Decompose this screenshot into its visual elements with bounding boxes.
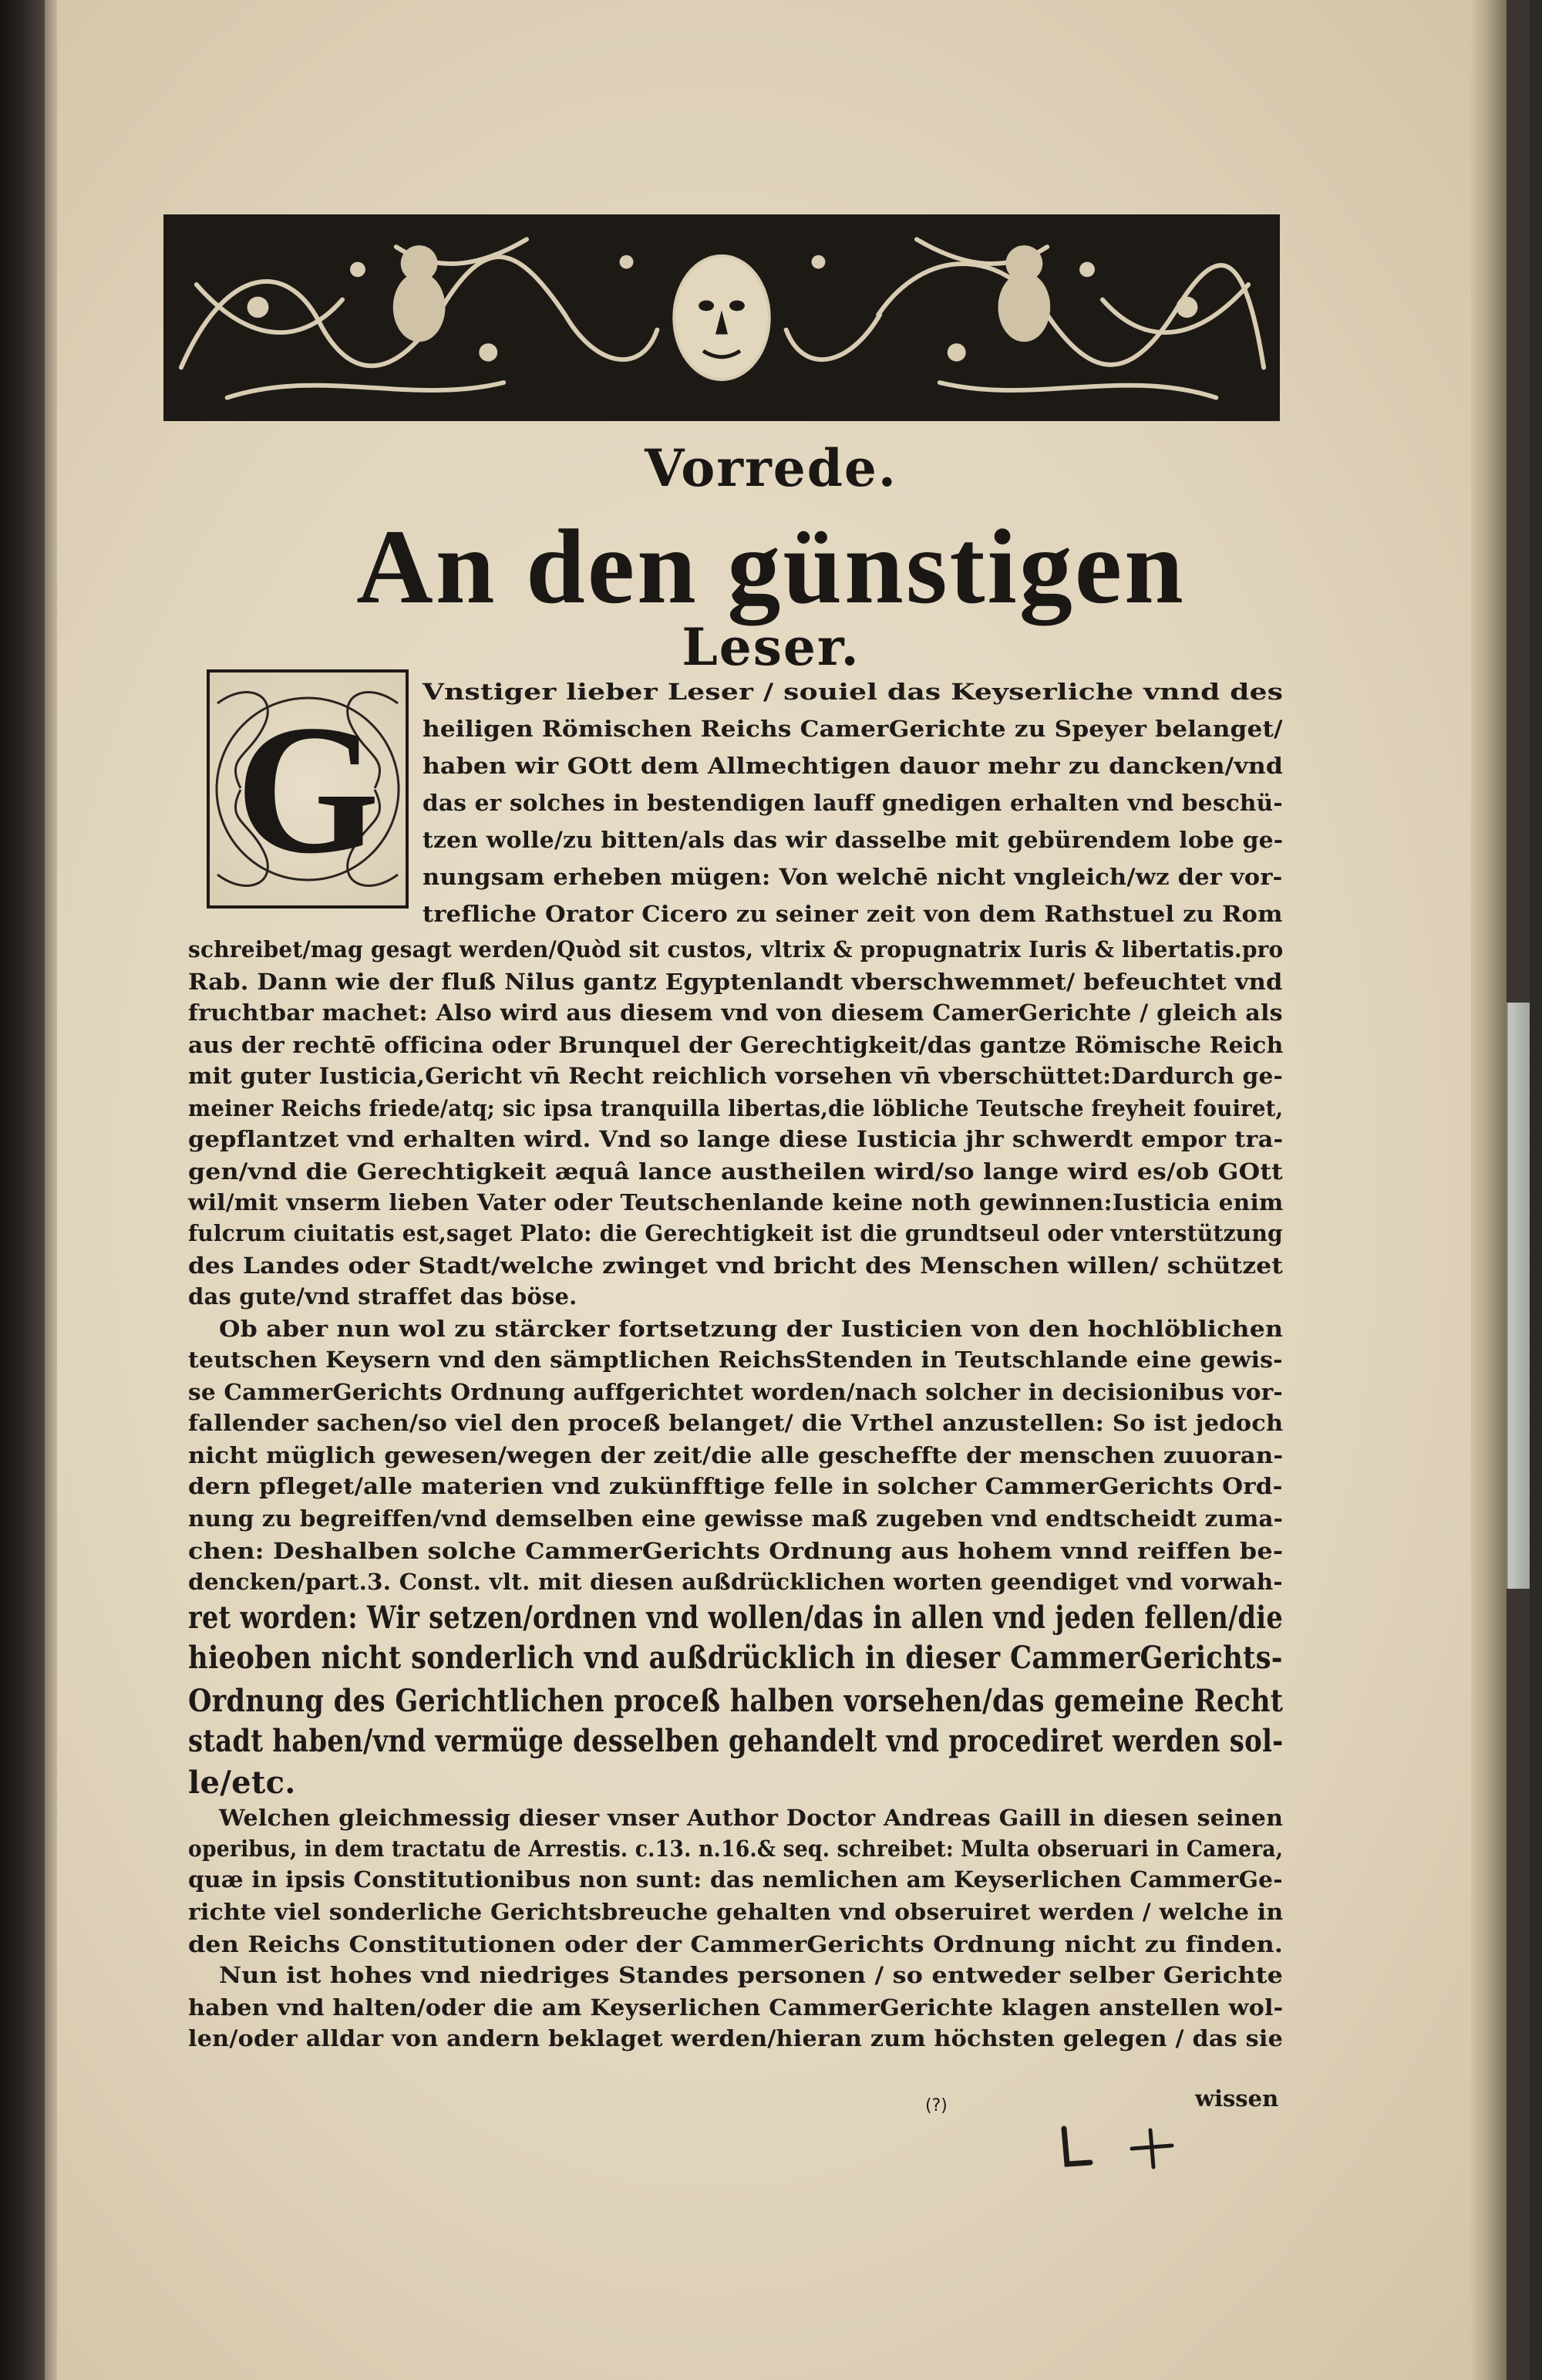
page-tab-marker [1507,1003,1531,1589]
ornament-graphic [166,217,1278,419]
text-line: gepflantzet vnd erhalten wird. Vnd so lange diese Iusticia jhr schwerdt empor tra- [188,1126,1284,1152]
text-line: fallender sachen/so viel den proceß belanget/ die Vrthel anzustellen: So ist jedoch [188,1410,1284,1436]
text-line: stadt haben/vnd vermüge desselben gehandelt vnd procediret werden sol- [188,1723,1284,1759]
initial-letter: G [235,686,380,892]
text-line: aus der rechtē officina oder Brunquel der Gerechtigkeit/das gantze Römische Reich [188,1032,1284,1058]
decorated-initial [207,669,409,909]
text-line: gen/vnd die Gerechtigkeit æquâ lance austheilen wird/so lange wird es/ob GOtt [188,1158,1283,1185]
text-line: schreibet/mag gesagt werden/Quòd sit custos, vltrix & propugnatrix Iuris & libertatis.pro [188,936,1284,962]
text-line: Nun ist hohes vnd niedriges Standes personen / so entweder selber Gerichte [219,1962,1284,1988]
text-line: Vnstiger lieber Leser / souiel das Keyserliche vnnd des [423,679,1284,705]
text-line: dencken/part.3. Const. vlt. mit diesen außdrücklichen worten geendiget vnd vorwah- [188,1569,1283,1595]
text-line: le/etc. [188,1765,296,1801]
text-line: se CammerGerichts Ordnung auffgerichtet worden/nach solcher in decisionibus vor- [188,1379,1283,1405]
page-fore-edge [1471,0,1507,2380]
text-line: des Landes oder Stadt/welche zwinget vnd bricht des Menschen willen/ schützet [188,1252,1284,1279]
text-line: wil/mit vnserm lieben Vater oder Teutschenlande keine noth gewinnen:Iusticia enim [188,1189,1284,1215]
text-line: den Reichs Constitutionen oder der CammerGerichts Ordnung nicht zu finden. [188,1931,1284,1957]
text-line: Ob aber nun wol zu stärcker fortsetzung der Iusticien von den hochlöblichen [219,1316,1284,1342]
text-line: len/oder alldar von andern beklaget werden/hieran zum höchsten gelegen / das sie [188,2025,1284,2051]
text-line: trefliche Orator Cicero zu seiner zeit von dem Rathstuel zu Rom [423,901,1283,927]
text-line: fulcrum ciuitatis est,saget Plato: die Gerechtigkeit ist die grundtseul oder vnterstützung [188,1220,1283,1246]
text-line: chen: Deshalben solche CammerGerichts Ordnung aus hohem vnnd reiffen be- [188,1538,1284,1564]
text-line: tzen wolle/zu bitten/als das wir dasselbe mit gebürendem lobe ge- [423,827,1284,853]
background-strip [1530,0,1542,2380]
text-line: operibus, in dem tractatu de Arrestis. c.13. n.16.& seq. schreibet: Multa obseruari in Camera, [188,1836,1284,1862]
text-line: heiligen Römischen Reichs CamerGerichte zu Speyer belanget/ [423,716,1283,742]
page-title-line2: Leser. [682,617,860,677]
section-heading: Vorrede. [645,438,897,498]
text-line: quæ in ipsis Constitutionibus non sunt: das nemlichen am Keyserlichen CammerGe- [188,1866,1283,1893]
text-line: richte viel sonderliche Gerichtsbreuche gehalten vnd obseruiret werden / welche in [188,1899,1284,1925]
text-line: das gute/vnd straffet das böse. [188,1283,577,1310]
text-line: fruchtbar machet: Also wird aus diesem vnd von diesem CamerGerichte / gleich als [188,1000,1283,1026]
text-line: haben vnd halten/oder die am Keyserlichen CammerGerichte klagen anstellen wol- [188,1994,1284,2021]
text-line: das er solches in bestendigen lauff gnedigen erhalten vnd beschü- [423,790,1283,816]
text-line: meiner Reichs friede/atq; sic ipsa tranquilla libertas,die löbliche Teutsche freyheit fouiret, [188,1095,1284,1121]
woodcut-header-ornament [163,214,1280,421]
catchword: wissen [1195,2085,1279,2112]
text-line: haben wir GOtt dem Allmechtigen dauor mehr zu dancken/vnd [423,753,1284,779]
text-line: dern pfleget/alle materien vnd zukünfftige felle in solcher CammerGerichts Ord- [188,1473,1283,1499]
manuscript-note [1056,2122,1187,2179]
text-line: nung zu begreiffen/vnd demselben eine gewisse maß zugeben vnd endtscheidt zuma- [188,1505,1284,1532]
text-line: ret worden: Wir setzen/ordnen vnd wollen/das in allen vnd jeden fellen/die [188,1600,1283,1636]
text-line: Ordnung des Gerichtlichen proceß halben vorsehen/das gemeine Recht [188,1683,1284,1719]
text-line: mit guter Iusticia,Gericht vn̄ Recht reichlich vorsehen vn̄ vberschüttet:Dardurch ge- [188,1063,1284,1089]
handwritten-mark [1056,2122,1187,2176]
page-title: An den günstigen [356,507,1186,625]
signature-mark: (?) [925,2096,948,2115]
text-line: nungsam erheben mügen: Von welchē nicht vngleich/wz der vor- [423,864,1283,890]
text-line: teutschen Keysern vnd den sämptlichen ReichsStenden in Teutschlande eine gewis- [188,1347,1283,1373]
text-line: Welchen gleichmessig dieser vnser Author Doctor Andreas Gaill in diesen seinen [219,1805,1284,1831]
text-line: Rab. Dann wie der fluß Nilus gantz Egyptenlandt vberschwemmet/ befeuchtet vnd [188,969,1283,995]
text-line: nicht müglich gewesen/wegen der zeit/die alle gescheffte der menschen zuuoran- [188,1442,1284,1468]
text-line: hieoben nicht sonderlich vnd außdrücklich in dieser CammerGerichts- [188,1640,1283,1676]
